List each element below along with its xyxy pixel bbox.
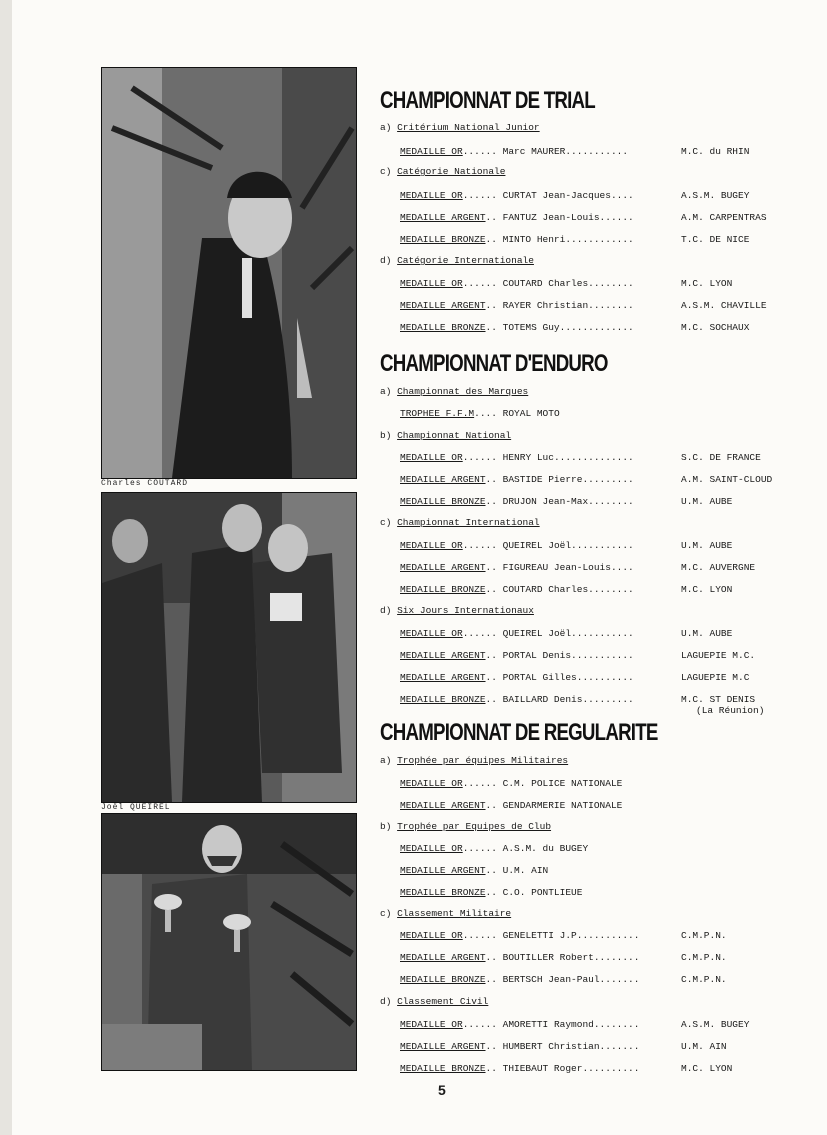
winner-name: QUEIREL Joël........... (502, 540, 634, 551)
page-number: 5 (438, 1082, 446, 1098)
result-row (400, 843, 588, 854)
club-name: M.C. AUVERGNE (681, 562, 756, 573)
result-row (400, 146, 750, 157)
winner-name: PORTAL Denis........... (502, 650, 634, 661)
medal-label: MEDAILLE ARGENT (400, 952, 486, 963)
winner-name: PORTAL Gilles.......... (502, 672, 634, 683)
winner-name: BASTIDE Pierre......... (502, 474, 634, 485)
subheading-letter: b) (380, 821, 398, 832)
subheading-name: Six Jours Internationaux (397, 605, 534, 616)
result-row (400, 496, 733, 507)
winner-name: AMORETTI Raymond........ (502, 1019, 640, 1030)
trial-title: CHAMPIONNAT DE TRIAL (380, 87, 595, 114)
result-row (400, 778, 622, 789)
result-row (400, 650, 756, 661)
medal-label: MEDAILLE ARGENT (400, 300, 486, 311)
leader-dots: .. (485, 974, 497, 985)
subheading-letter: c) (380, 517, 398, 528)
subheading-letter: b) (380, 430, 398, 441)
winner-name: HENRY Luc.............. (502, 452, 634, 463)
result-row (400, 628, 733, 639)
result-row (400, 562, 756, 573)
result-row (400, 887, 582, 898)
photo-coutard-caption: Charles COUTARD (101, 479, 189, 488)
winner-name: COUTARD Charles........ (502, 278, 634, 289)
result-row (400, 408, 560, 419)
trial-subheading (380, 166, 505, 177)
winner-name: FIGUREAU Jean-Louis.... (502, 562, 634, 573)
regularite-title: CHAMPIONNAT DE REGULARITE (380, 719, 658, 746)
subheading-name: Championnat International (397, 517, 540, 528)
club-extra: (La Réunion) (696, 705, 765, 716)
medal-label: TROPHEE F.F.M (400, 408, 475, 419)
photo-trophies (101, 813, 357, 1071)
photo-coutard (101, 67, 357, 479)
leader-dots: .. (485, 650, 497, 661)
leader-dots: ...... (462, 843, 497, 854)
winner-name: GENELETTI J.P........... (502, 930, 640, 941)
leader-dots: ...... (462, 146, 497, 157)
result-row (400, 865, 548, 876)
medal-label: MEDAILLE OR (400, 843, 463, 854)
result-row (400, 974, 727, 985)
subheading-letter: d) (380, 996, 398, 1007)
regularite-subheading (380, 755, 568, 766)
winner-name: C.M. POLICE NATIONALE (502, 778, 623, 789)
winner-name: DRUJON Jean-Max........ (502, 496, 634, 507)
leader-dots: .. (485, 1041, 497, 1052)
leader-dots: ...... (462, 930, 497, 941)
subheading-name: Championnat National (397, 430, 512, 441)
winner-name: FANTUZ Jean-Louis...... (502, 212, 634, 223)
enduro-subheading (380, 386, 528, 397)
result-row (400, 300, 767, 311)
result-row (400, 452, 761, 463)
result-row (400, 800, 622, 811)
leader-dots: .. (485, 212, 497, 223)
subheading-letter: a) (380, 755, 398, 766)
leader-dots: .. (485, 800, 497, 811)
medal-label: MEDAILLE BRONZE (400, 1063, 486, 1074)
enduro-subheading (380, 517, 540, 528)
medal-label: MEDAILLE ARGENT (400, 1041, 486, 1052)
winner-name: BERTSCH Jean-Paul....... (502, 974, 640, 985)
result-row (400, 584, 733, 595)
leader-dots: ...... (462, 778, 497, 789)
club-name: C.M.P.N. (681, 952, 727, 963)
winner-name: TOTEMS Guy............. (502, 322, 634, 333)
result-row (400, 952, 727, 963)
leader-dots: ...... (462, 278, 497, 289)
club-name: U.M. AUBE (681, 540, 733, 551)
result-row (400, 930, 727, 941)
subheading-name: Catégorie Internationale (397, 255, 534, 266)
club-name: LAGUEPIE M.C. (681, 650, 756, 661)
medal-label: MEDAILLE OR (400, 778, 463, 789)
result-row (400, 1063, 733, 1074)
club-name: M.C. LYON (681, 278, 733, 289)
subheading-letter: c) (380, 166, 398, 177)
winner-name: MINTO Henri............ (502, 234, 634, 245)
subheading-name: Critérium National Junior (397, 122, 540, 133)
photo-queirel (101, 492, 357, 803)
club-name: LAGUEPIE M.C (681, 672, 750, 683)
club-name: C.M.P.N. (681, 930, 727, 941)
club-name: U.M. AUBE (681, 496, 733, 507)
leader-dots: .. (485, 322, 497, 333)
medal-label: MEDAILLE OR (400, 1019, 463, 1030)
leader-dots: .. (485, 1063, 497, 1074)
medal-label: MEDAILLE ARGENT (400, 212, 486, 223)
result-row (400, 212, 767, 223)
winner-name: COUTARD Charles........ (502, 584, 634, 595)
winner-name: A.S.M. du BUGEY (502, 843, 589, 854)
subheading-name: Classement Militaire (397, 908, 512, 919)
leader-dots: .. (485, 474, 497, 485)
medal-label: MEDAILLE OR (400, 930, 463, 941)
result-row (400, 190, 750, 201)
leader-dots: .. (485, 672, 497, 683)
enduro-subheading (380, 605, 534, 616)
club-name: M.C. LYON (681, 1063, 733, 1074)
leader-dots: .. (485, 562, 497, 573)
club-name: A.S.M. BUGEY (681, 190, 750, 201)
medal-label: MEDAILLE BRONZE (400, 496, 486, 507)
regularite-subheading (380, 996, 488, 1007)
leader-dots: ...... (462, 1019, 497, 1030)
leader-dots: .... (474, 408, 497, 419)
leader-dots: ...... (462, 190, 497, 201)
leader-dots: ...... (462, 452, 497, 463)
club-name: S.C. DE FRANCE (681, 452, 761, 463)
winner-name: ROYAL MOTO (502, 408, 560, 419)
trial-subheading (380, 255, 534, 266)
winner-name: BAILLARD Denis......... (502, 694, 634, 705)
leader-dots: .. (485, 496, 497, 507)
regularite-subheading (380, 908, 511, 919)
winner-name: Marc MAURER........... (502, 146, 629, 157)
enduro-subheading (380, 430, 511, 441)
medal-label: MEDAILLE BRONZE (400, 694, 486, 705)
medal-label: MEDAILLE BRONZE (400, 974, 486, 985)
club-name: C.M.P.N. (681, 974, 727, 985)
leader-dots: .. (485, 952, 497, 963)
club-name: A.S.M. CHAVILLE (681, 300, 767, 311)
winner-name: HUMBERT Christian....... (502, 1041, 640, 1052)
club-name: T.C. DE NICE (681, 234, 750, 245)
leader-dots: .. (485, 694, 497, 705)
medal-label: MEDAILLE ARGENT (400, 800, 486, 811)
medal-label: MEDAILLE OR (400, 540, 463, 551)
result-row (400, 540, 733, 551)
medal-label: MEDAILLE BRONZE (400, 234, 486, 245)
subheading-name: Trophée par équipes Militaires (397, 755, 569, 766)
club-name: U.M. AIN (681, 1041, 727, 1052)
result-row (400, 322, 750, 333)
winner-name: QUEIREL Joël........... (502, 628, 634, 639)
leader-dots: .. (485, 234, 497, 245)
regularite-subheading (380, 821, 551, 832)
winner-name: GENDARMERIE NATIONALE (502, 800, 623, 811)
enduro-title: CHAMPIONNAT D'ENDURO (380, 350, 608, 377)
photo-queirel-image (102, 493, 356, 802)
subheading-name: Championnat des Marques (397, 386, 529, 397)
result-row (400, 278, 733, 289)
winner-name: BOUTILLER Robert........ (502, 952, 640, 963)
subheading-name: Classement Civil (397, 996, 489, 1007)
leader-dots: .. (485, 584, 497, 595)
winner-name: THIEBAUT Roger.......... (502, 1063, 640, 1074)
result-row (400, 672, 750, 683)
result-row (400, 1019, 750, 1030)
subheading-letter: a) (380, 122, 398, 133)
winner-name: CURTAT Jean-Jacques.... (502, 190, 634, 201)
medal-label: MEDAILLE BRONZE (400, 322, 486, 333)
leader-dots: .. (485, 887, 497, 898)
result-row (400, 474, 773, 485)
result-row (400, 234, 750, 245)
subheading-name: Trophée par Equipes de Club (397, 821, 552, 832)
photo-queirel-caption: Joël QUEIREL (101, 803, 171, 812)
club-name: M.C. SOCHAUX (681, 322, 750, 333)
winner-name: U.M. AIN (502, 865, 549, 876)
subheading-letter: d) (380, 605, 398, 616)
medal-label: MEDAILLE ARGENT (400, 672, 486, 683)
medal-label: MEDAILLE OR (400, 146, 463, 157)
leader-dots: .. (485, 865, 497, 876)
club-name: U.M. AUBE (681, 628, 733, 639)
medal-label: MEDAILLE OR (400, 452, 463, 463)
leader-dots: ...... (462, 628, 497, 639)
medal-label: MEDAILLE OR (400, 628, 463, 639)
winner-name: C.O. PONTLIEUE (502, 887, 583, 898)
subheading-letter: d) (380, 255, 398, 266)
leader-dots: .. (485, 300, 497, 311)
medal-label: MEDAILLE ARGENT (400, 562, 486, 573)
trial-subheading (380, 122, 540, 133)
subheading-name: Catégorie Nationale (397, 166, 506, 177)
club-name: M.C. ST DENIS (681, 694, 756, 705)
club-name: A.M. SAINT-CLOUD (681, 474, 773, 485)
medal-label: MEDAILLE OR (400, 190, 463, 201)
winner-name: RAYER Christian........ (502, 300, 634, 311)
club-name: A.S.M. BUGEY (681, 1019, 750, 1030)
result-row (400, 694, 765, 716)
club-name: M.C. du RHIN (681, 146, 750, 157)
subheading-letter: a) (380, 386, 398, 397)
medal-label: MEDAILLE BRONZE (400, 887, 486, 898)
club-name: A.M. CARPENTRAS (681, 212, 767, 223)
medal-label: MEDAILLE ARGENT (400, 650, 486, 661)
medal-label: MEDAILLE BRONZE (400, 584, 486, 595)
club-name: M.C. LYON (681, 584, 733, 595)
leader-dots: ...... (462, 540, 497, 551)
medal-label: MEDAILLE ARGENT (400, 474, 486, 485)
result-row (400, 1041, 727, 1052)
photo-coutard-image (102, 68, 356, 478)
medal-label: MEDAILLE ARGENT (400, 865, 486, 876)
medal-label: MEDAILLE OR (400, 278, 463, 289)
photo-trophies-image (102, 814, 356, 1070)
subheading-letter: c) (380, 908, 398, 919)
